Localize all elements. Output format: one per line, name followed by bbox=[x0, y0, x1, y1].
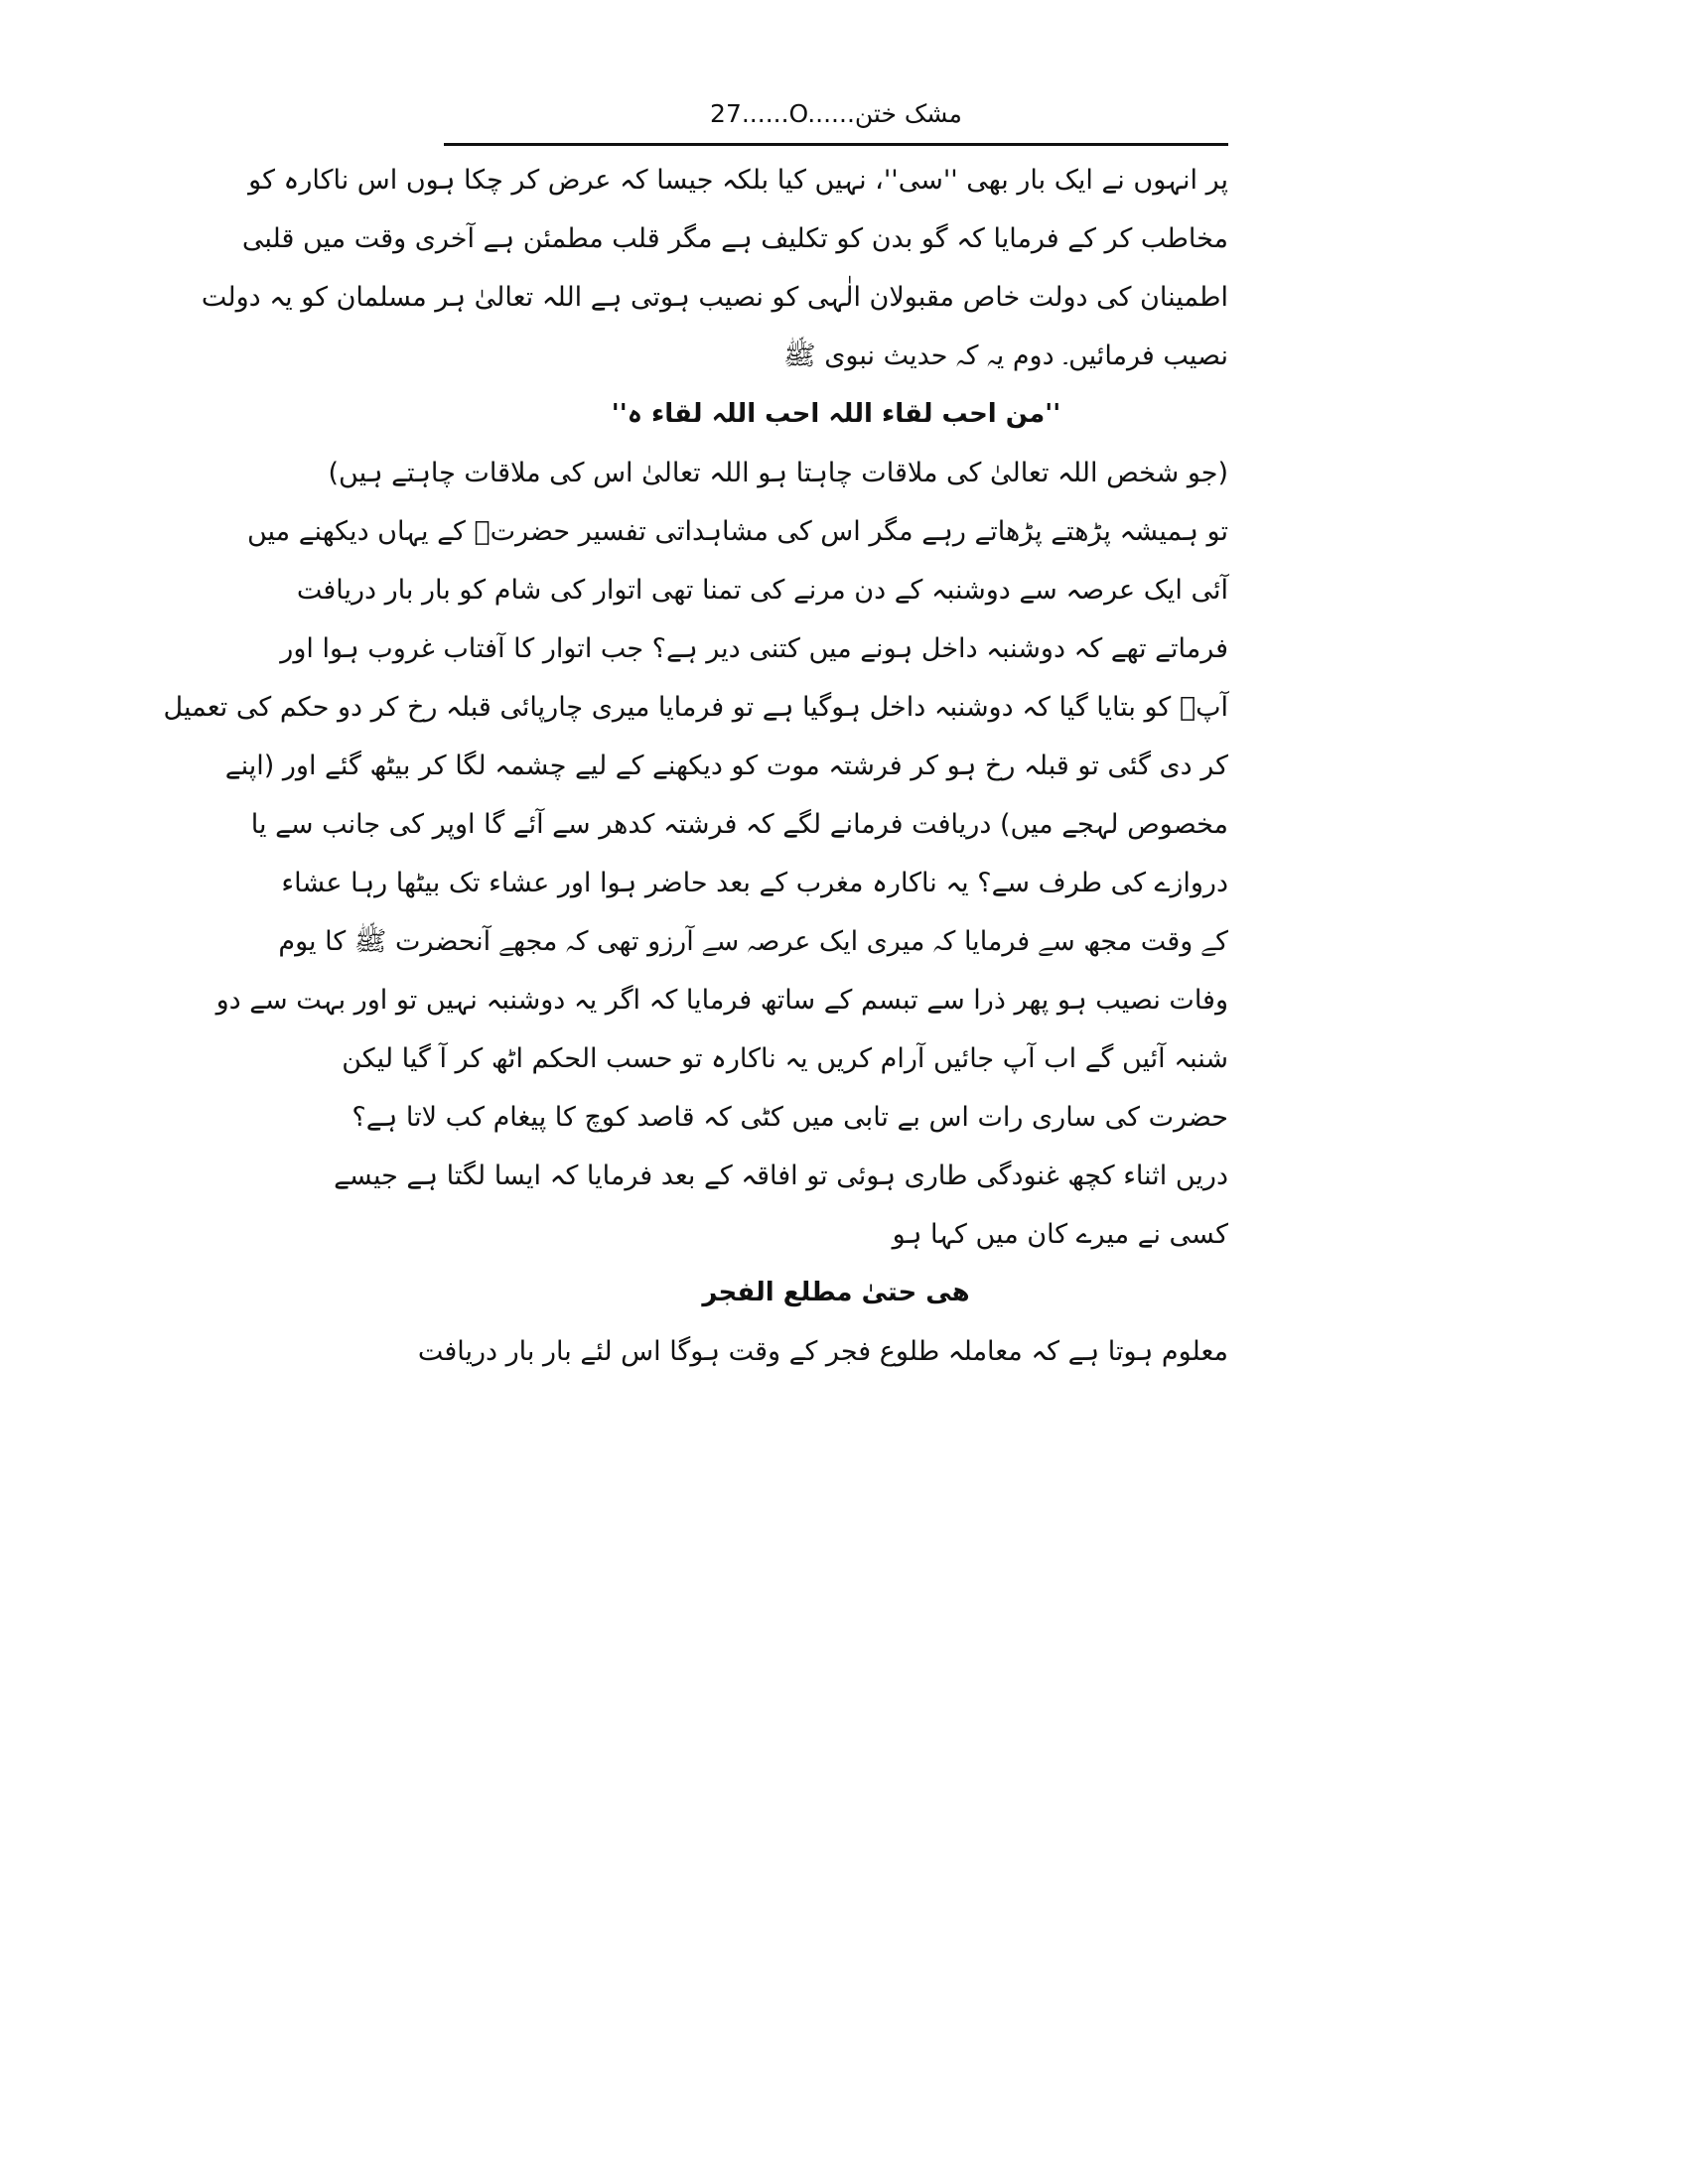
body-line: کے وقت مجھ سے فرمایا کہ میری ایک عرصہ سے آرزو تھی کہ مجھے آنحضرت ﷺ کا یوم bbox=[278, 926, 1228, 957]
body-line: شنبہ آئیں گے اب آپ جائیں آرام کریں یہ ناکارہ تو حسب الحکم اٹھ کر آ گیا لیکن bbox=[342, 1043, 1228, 1074]
hadith-quote: ''من احب لقاء اللہ احب اللہ لقاء ہ'' bbox=[611, 399, 1061, 429]
body-line: کر دی گئی تو قبلہ رخ ہو کر فرشتہ موت کو دیکھنے کے لیے چشمہ لگا کر بیٹھ گئے اور (اپنے bbox=[224, 751, 1228, 781]
body-line: اطمینان کی دولت خاص مقبولان الٰہی کو نصیب ہوتی ہے اللہ تعالیٰ ہر مسلمان کو یہ دولت bbox=[201, 282, 1228, 313]
body-line: معلوم ہوتا ہے کہ معاملہ طلوع فجر کے وقت ہوگا اس لئے بار بار دریافت bbox=[417, 1336, 1228, 1367]
body-line: حضرت کی ساری رات اس بے تابی میں کٹی کہ قاصد کوچ کا پیغام کب لاتا ہے؟ bbox=[352, 1102, 1228, 1133]
body-line: نصیب فرمائیں۔ دوم یہ کہ حدیث نبوی ﷺ bbox=[783, 341, 1228, 371]
quranic-phrase: ھی حتیٰ مطلع الفجر bbox=[702, 1278, 970, 1307]
body-line: وفات نصیب ہو پھر ذرا سے تبسم کے ساتھ فرمایا کہ اگر یہ دوشنبہ نہیں تو اور بہت سے دو bbox=[215, 985, 1228, 1016]
running-title: مشک ختن bbox=[854, 99, 962, 128]
page-number: 27 bbox=[710, 99, 742, 128]
body-line: تو ہمیشہ پڑھتے پڑھاتے رہے مگر اس کی مشاہداتی تفسیر حضرتؒ کے یہاں دیکھنے میں bbox=[246, 516, 1228, 547]
body-line: فرماتے تھے کہ دوشنبہ داخل ہونے میں کتنی دیر ہے؟ جب اتوار کا آفتاب غروب ہوا اور bbox=[280, 633, 1228, 664]
body-line: آپؒ کو بتایا گیا کہ دوشنبہ داخل ہوگیا ہے تو فرمایا میری چارپائی قبلہ رخ کر دو حکم کی تعمیل bbox=[163, 692, 1228, 723]
header-separator: ......O...... bbox=[741, 99, 855, 128]
body-line: مخاطب کر کے فرمایا کہ گو بدن کو تکلیف ہے مگر قلب مطمئن ہے آخری وقت میں قلبی bbox=[241, 223, 1228, 254]
body-line: مخصوص لہجے میں) دریافت فرمانے لگے کہ فرشتہ کدھر سے آئے گا اوپر کی جانب سے یا bbox=[250, 809, 1228, 840]
hadith-translation: (جو شخص اللہ تعالیٰ کی ملاقات چاہتا ہو اللہ تعالیٰ اس کی ملاقات چاہتے ہیں) bbox=[328, 458, 1228, 488]
page-header bbox=[444, 93, 1228, 135]
header-rule bbox=[444, 143, 1228, 146]
body-line: دریں اثناء کچھ غنودگی طاری ہوئی تو افاقہ کے بعد فرمایا کہ ایسا لگتا ہے جیسے bbox=[334, 1160, 1228, 1191]
body-line: کسی نے میرے کان میں کہا ہو bbox=[892, 1219, 1228, 1250]
body-line: دروازے کی طرف سے؟ یہ ناکارہ مغرب کے بعد حاضر ہوا اور عشاء تک بیٹھا رہا عشاء bbox=[281, 868, 1228, 898]
body-line: پر انہوں نے ایک بار بھی ''سی''، نہیں کیا بلکہ جیسا کہ عرض کر چکا ہوں اس ناکارہ کو bbox=[248, 165, 1228, 196]
body-line: آئی ایک عرصہ سے دوشنبہ کے دن مرنے کی تمنا تھی اتوار کی شام کو بار بار دریافت bbox=[296, 575, 1228, 606]
page-body bbox=[163, 151, 1228, 1381]
